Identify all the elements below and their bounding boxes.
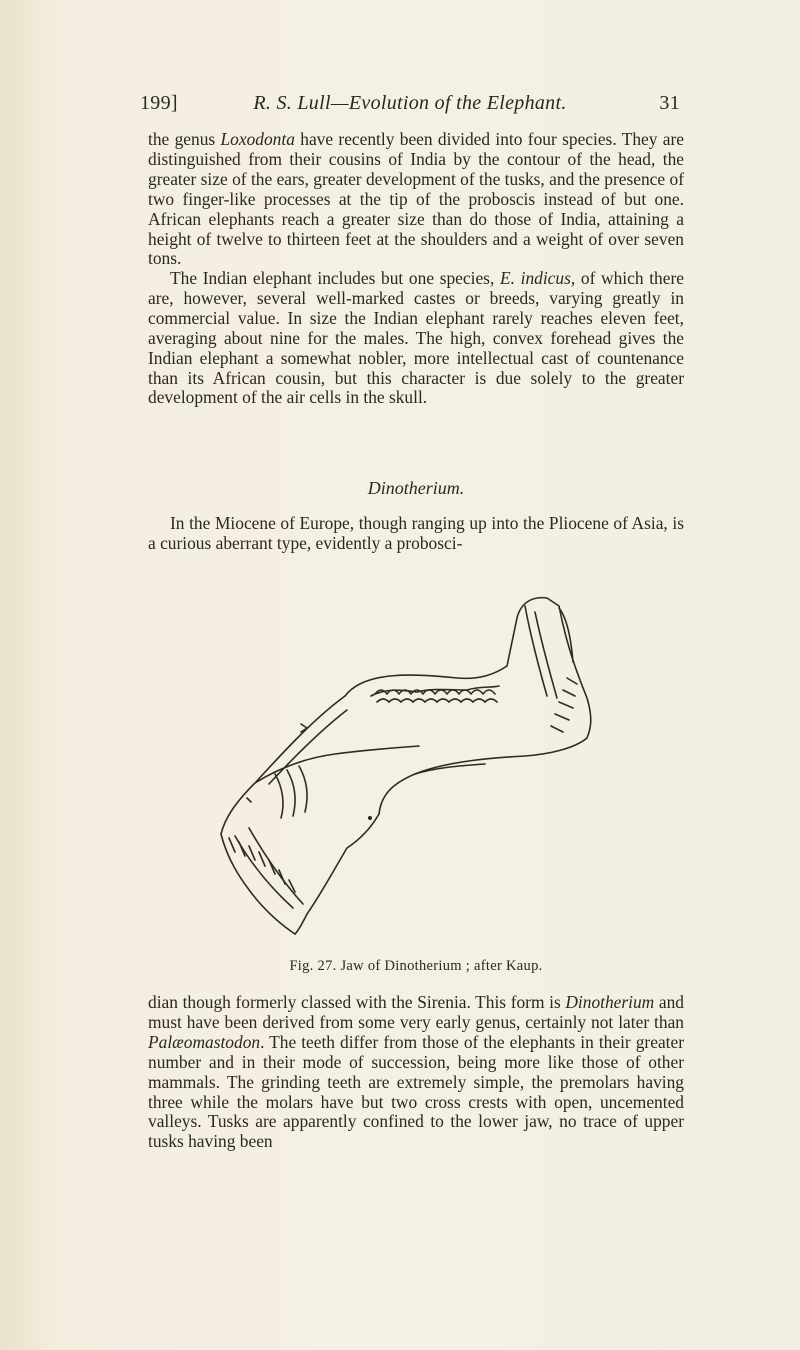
genus-name: Dinotherium <box>565 992 655 1012</box>
author-title: R. S. Lull—Evolution of the Elephant. <box>253 92 567 114</box>
page-number: 31 <box>659 92 680 114</box>
year-label: 199] <box>140 92 178 114</box>
text-run: and must have been derived from some very early genus, certainly not later than <box>148 992 684 1032</box>
paragraph-dinotherium-intro: In the Miocene of Europe, though ranging up into the Pliocene of Asia, is a curious aberrant type, evidently a probosci- <box>148 513 684 553</box>
section-heading: Dinotherium. <box>367 478 465 498</box>
text-run: dian though formerly classed with the Sirenia. This form is <box>148 992 566 1012</box>
dinotherium-jaw-illustration <box>195 578 635 948</box>
paragraph-loxodonta <box>148 130 684 269</box>
text-run: The Indian elephant includes but one species, <box>170 268 500 288</box>
genus-name: Loxodonta <box>220 129 295 149</box>
jaw-drawing <box>195 578 635 948</box>
text-run: . The teeth differ from those of the elephants in their greater number and in their mode of succession, being more like those of other mammals. The grinding teeth are extremely simple, the premolars having three while the molars have but two cross crests with open, uncemented valleys. Tusks are apparently confined to the lower jaw, no trace of upper tusks having been <box>148 1031 684 1152</box>
paragraph-dinotherium-description <box>148 993 684 1152</box>
species-name: E. indicus <box>499 268 571 288</box>
figure-caption: Fig. 27. Jaw of Dinotherium ; after Kaup. <box>289 958 543 974</box>
text-run: have recently been divided into four species. They are distinguished from their cousins of India by the contour of the head, the greater size of the ears, greater development of the tusks, and the presence of two finger-like processes at the tip of the proboscis instead of but one. African elephants reach a greater size than do those of India, attaining a height of twelve to thirteen feet at the shoulders and a weight of over seven tons. <box>148 129 684 269</box>
paragraph-indian-elephant <box>148 269 684 408</box>
text-run: the genus <box>148 129 221 149</box>
genus-name: Palæomastodon <box>148 1031 261 1052</box>
text-run: , of which there are, however, several well-marked castes or breeds, varying greatly in commercial value. In size the Indian elephant rarely reaches eleven feet, averaging about nine for the males. The high, convex forehead gives the Indian elephant a somewhat nobler, more intellectual cast of countenance than its African cousin, but this character is due solely to the greater development of the air cells in the skull. <box>148 268 684 408</box>
